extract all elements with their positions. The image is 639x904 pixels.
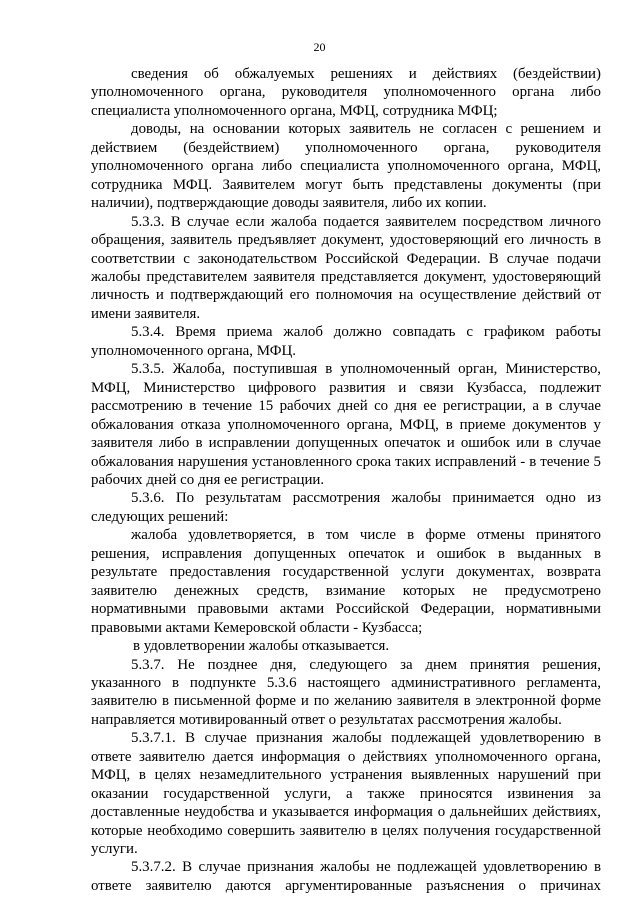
paragraph-complaint-details: сведения об обжалуемых решениях и действиях (бездействии) уполномоченного органа, руководителя уполномоченного органа либо специалиста уполномоченного органа, МФЦ, сотрудника МФЦ; bbox=[91, 66, 601, 119]
paragraph-5-3-3: 5.3.3. В случае если жалоба подается заявителем посредством личного обращения, заявитель предъявляет документ, удостоверяющий его личность в соответствии с законодательством Российской Федерации. В случае подачи жалобы представителем заявителя представляется документ, удостоверяющий личность и подтверждающий его полномочия на осуществление действий от имени заявителя. bbox=[91, 213, 601, 322]
paragraph-complaint-arguments: доводы, на основании которых заявитель не согласен с решением и действием (бездействием) уполномоченного органа, руководителя уполномоченного органа либо специалиста уполномоченного органа, МФЦ, сотрудника МФЦ. Заявителем могут быть представлены документы (при наличии), подтверждающие доводы заявителя, либо их копии. bbox=[91, 121, 601, 212]
paragraph-5-3-7-2: 5.3.7.2. В случае признания жалобы не подлежащей удовлетворению в ответе заявителю даются аргументированные разъяснения о причинах bbox=[91, 859, 601, 894]
page-number: 20 bbox=[313, 40, 326, 54]
paragraph-5-3-7-1: 5.3.7.1. В случае признания жалобы подлежащей удовлетворению в ответе заявителю дается информация о действиях уполномоченного органа, МФЦ, в целях незамедлительного устранения выявленных нарушений при оказании государственной услуги, а также приносятся извинения за доставленные неудобства и указывается информация о дальнейших действиях, которые необходимо совершить заявителю в целях получения государственной услуги. bbox=[91, 730, 601, 858]
paragraph-5-3-5: 5.3.5. Жалоба, поступившая в уполномоченный орган, Министерство, МФЦ, Министерство цифрового развития и связи Кузбасса, подлежит рассмотрению в течение 15 рабочих дней со дня ее регистрации, а в случае обжалования отказа уполномоченного органа, МФЦ, в приеме документов у заявителя либо в исправлении допущенных опечаток и ошибок или в случае обжалования нарушения установленного срока таких исправлений - в течение 5 рабочих дней со дня ее регистрации. bbox=[91, 361, 601, 488]
document-body bbox=[91, 65, 601, 895]
paragraph-5-3-4: 5.3.4. Время приема жалоб должно совпадать с графиком работы уполномоченного органа, МФЦ. bbox=[91, 324, 601, 359]
paragraph-decision-refused: в удовлетворении жалобы отказывается. bbox=[133, 638, 390, 655]
paragraph-decision-satisfied: жалоба удовлетворяется, в том числе в форме отмены принятого решения, исправления допущенных опечаток и ошибок в выданных в результате предоставления государственной услуги документах, возврата заявителю денежных средств, взимание которых не предусмотрено нормативными правовыми актами Российской Федерации, нормативными правовыми актами Кемеровской области - Кузбасса; bbox=[91, 527, 601, 636]
paragraph-5-3-6: 5.3.6. По результатам рассмотрения жалобы принимается одно из следующих решений: bbox=[91, 490, 601, 525]
paragraph-5-3-7: 5.3.7. Не позднее дня, следующего за днем принятия решения, указанного в подпункте 5.3.6 настоящего административного регламента, заявителю в письменной форме и по желанию заявителя в электронной форме направляется мотивированный ответ о результатах рассмотрения жалобы. bbox=[91, 656, 601, 728]
